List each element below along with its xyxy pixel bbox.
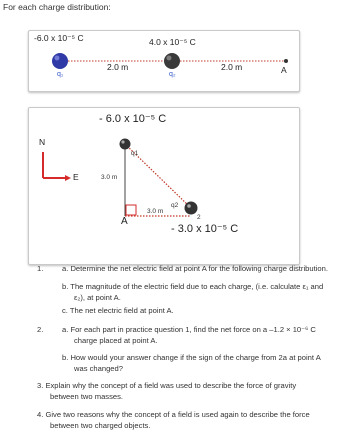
question-3-line2: between two masses. <box>50 392 124 401</box>
charge-bottom-label: - 3.0 x 10⁻⁵ C <box>171 223 239 235</box>
question-1b-line2: ε₂), at point A. <box>74 293 121 302</box>
question-4-line2: between two charged objects. <box>50 421 151 430</box>
charge1-label: -6.0 x 10⁻⁵ C <box>34 33 84 43</box>
q2-label: q2 <box>171 202 179 209</box>
q1-label: q1 <box>131 150 139 157</box>
point-a-label: A <box>121 216 128 227</box>
charge2-label: 4.0 x 10⁻⁵ C <box>149 37 196 47</box>
question-1a: a. Determine the net electric field at point A for the following charge distribution. <box>62 264 328 273</box>
q2-label: q₂ <box>169 71 176 78</box>
q2-number: 2 <box>197 214 201 221</box>
question-4-line1: 4. Give two reasons why the concept of a field is used again to describe the force <box>37 410 310 419</box>
question-1-number: 1. <box>37 264 44 273</box>
intro-text: For each charge distribution: <box>3 2 111 12</box>
east-label: E <box>73 172 79 182</box>
question-2-number: 2. <box>37 325 44 334</box>
distance1-label: 2.0 m <box>107 62 129 72</box>
q1-label: q₁ <box>57 71 64 78</box>
question-2b-line1: b. How would your answer change if the sign of the charge from 2a at point A <box>62 353 321 362</box>
question-1b-line1: b. The magnitude of the electric field due to each charge, (i.e. calculate ε₁ and <box>62 282 324 291</box>
vertical-distance-label: 3.0 m <box>101 174 118 181</box>
question-1c: c. The net electric field at point A. <box>62 306 174 315</box>
question-2a-line2: charge placed at point A. <box>74 336 158 345</box>
north-label: N <box>39 137 46 147</box>
charge-top-label: - 6.0 x 10⁻⁵ C <box>99 113 167 125</box>
question-2a-line1: a. For each part in practice question 1, find the net force on a –1.2 × 10⁻⁶ C <box>62 325 316 334</box>
horizontal-distance-label: 3.0 m <box>147 208 164 215</box>
point-a-label: A <box>281 65 287 75</box>
question-3-line1: 3. Explain why the concept of a field was used to describe the force of gravity <box>37 381 297 390</box>
distance2-label: 2.0 m <box>221 62 243 72</box>
question-2b-line2: was changed? <box>74 364 123 373</box>
